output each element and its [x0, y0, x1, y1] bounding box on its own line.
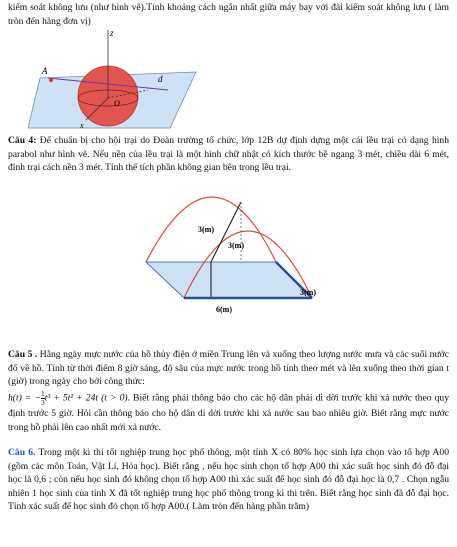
q5-text1: Hằng ngày mực nước của hồ thủy điện ở miền Trung lên và xuống theo lượng nước mưa và các suối nước đổ về hồ. Tính từ thời điểm 8 giờ sáng, độ sâu của mực nước trong hồ tính theo mét và lên xuống theo thời gian t (giờ) trong ngày cho bởi công thức: — [8, 349, 449, 388]
formula-denominator: 3 — [40, 398, 45, 407]
tent-figure — [128, 192, 328, 338]
point-a — [49, 78, 53, 82]
label-a: A — [42, 66, 48, 76]
formula-numerator: 1 — [40, 389, 45, 398]
label-length: 6(m) — [216, 305, 232, 314]
sphere-figure — [28, 28, 198, 132]
q5-label: Câu 5 . — [8, 349, 38, 360]
intro-text: kiểm soát không lưu (như hình vẽ).Tính khoảng cách ngắn nhất giữa máy bay với đài kiểm soát không lưu ( làm tròn đến hàng đơn vị) — [8, 2, 449, 27]
q5-text2: . Biết rằng phải thông báo cho các hộ dân phải di dời trước khi xả nước theo quy định trước 5 giờ. Hỏi cần thông báo cho hộ dân di dời trước khi xả nước sau bao nhiêu giờ. Biết rằng mực nước trong hồ phải lên cao nhất mới xả nước. — [8, 392, 449, 433]
question-6 — [8, 446, 449, 514]
slant-line — [211, 202, 241, 262]
q6-label: Câu 6. — [8, 447, 36, 458]
label-center-height: 3(m) — [228, 241, 244, 250]
label-x: x — [80, 121, 84, 130]
label-z: z — [110, 28, 114, 38]
label-d: d — [158, 74, 163, 84]
q6-text: Trong một kì thi tốt nghiệp trung học phổ thông, một tỉnh X có 80% học sinh lựa chọn vào tổ hợp A00 (gồm các môn Toán, Vật Lí, Hóa học). Biết rằng , nếu học sinh chọn tổ hợp A00 thì xác suất học sinh đó đỗ đại học là 0,6 ; còn nếu học sinh đó không chọn tổ hợp A00 thì xác suất để học sinh đó đỗ đại học là 0,7 . Chọn ngẫu nhiên 1 học sinh của tỉnh X đã tốt nghiệp trung học phổ thông trong kì thi trên. Biết rằng học sinh đã đỗ đại học. Tính xác suất để học sinh đó chọn tổ hợp A00.( Làm tròn đến hàng phần trăm) — [8, 447, 449, 513]
label-left-height: 3(m) — [198, 225, 214, 234]
q4-label: Câu 4: — [8, 135, 37, 146]
q4-text: Để chuẩn bị cho hội trại do Đoàn trường tổ chức, lớp 12B dự định dựng một cái lều trại có dạng hình parabol như hình vẽ. Nếu nền của lều trại là một hình chữ nhật có kích thước bề ngang 3 mét, chiều dài 6 mét, đỉnh trại cách nền 3 mét. Tính thể tích phần không gian bên trong lều trại. — [8, 135, 449, 174]
question-5 — [8, 348, 449, 389]
question-4 — [8, 134, 449, 175]
label-o: O — [114, 99, 120, 108]
tent-base — [146, 262, 312, 298]
formula-lhs: h(t) = − — [8, 392, 41, 404]
label-width: 3(m) — [300, 288, 316, 297]
question-5-formula — [8, 390, 449, 435]
formula-rest: t³ + 5t² + 24t (t > 0) — [44, 392, 128, 404]
